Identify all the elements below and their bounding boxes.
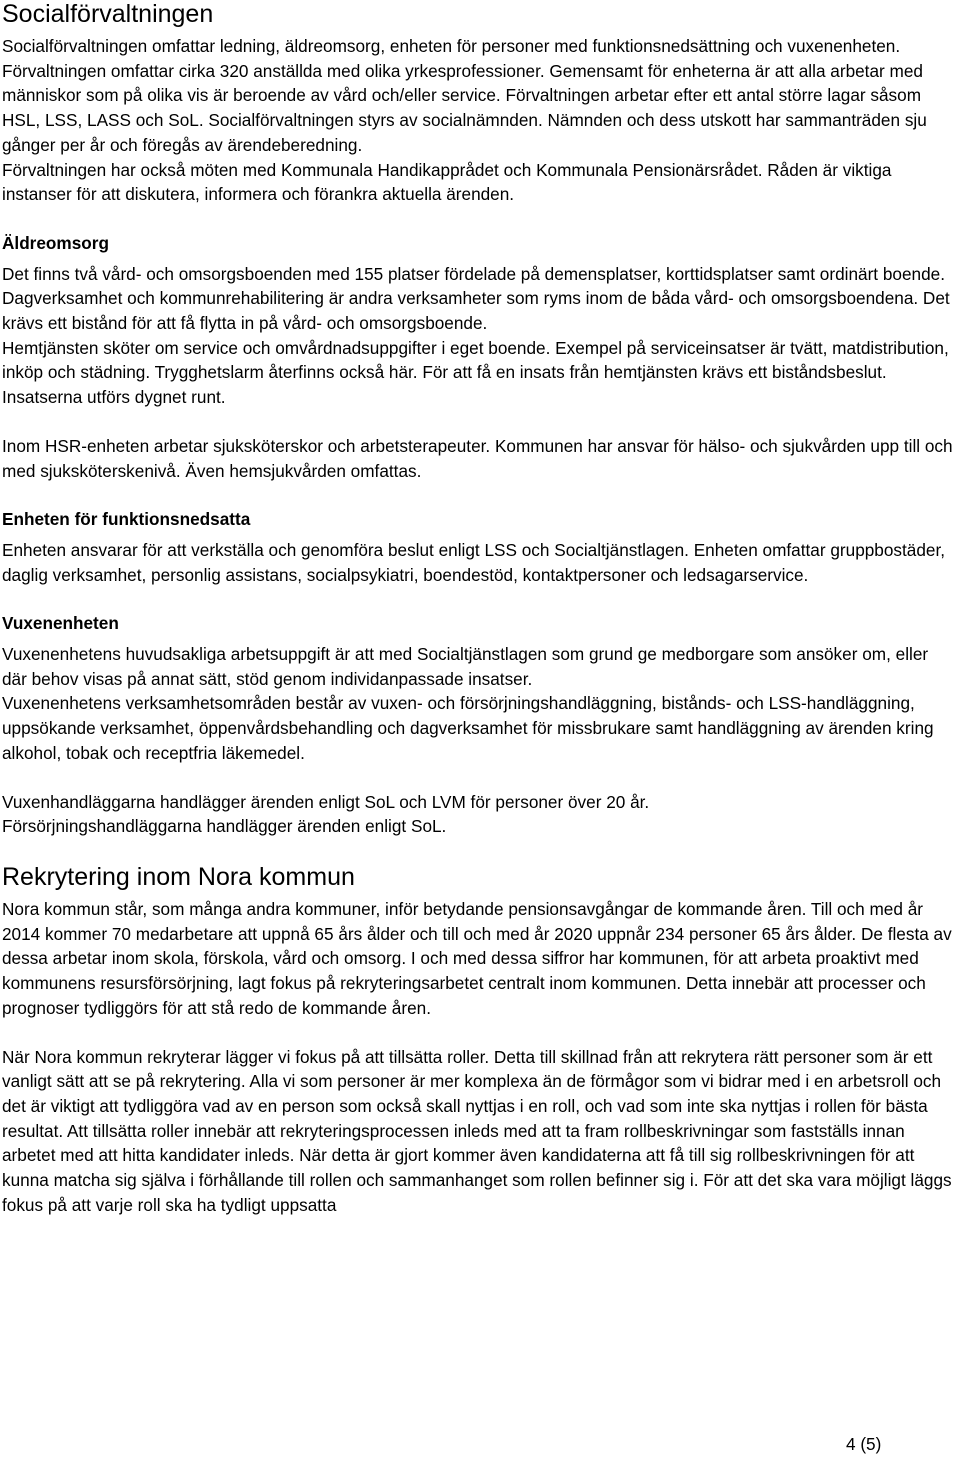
section-title: Rekrytering inom Nora kommun bbox=[2, 862, 355, 891]
section-socialforvaltningen bbox=[2, 0, 956, 207]
paragraph: Enheten ansvarar för att verkställa och genomföra beslut enligt LSS och Socialtjänstlagen. Enheten omfattar gruppbostäder, daglig verksamhet, personlig assistans, socialpsykiatri, boendestöd, kontaktpersoner och ledsagarservice. bbox=[2, 539, 946, 585]
paragraph: Nora kommun står, som många andra kommuner, inför betydande pensionsavgångar de kommande åren. Till och med år 2014 kommer 70 medarbetare att uppnå 65 års ålder och till och med år 2020 uppnår 234 personer 65 års ålder. De flesta av dessa arbetar inom skola, förskola, vård och omsorg. I och med dessa siffror har kommunen, för att arbeta proaktivt med kommunens resursförsörjning, lagt fokus på rekryteringsarbetet centralt inom kommunen. Detta innebär att processer och prognoser tydliggörs för att stå redo de kommande åren. bbox=[2, 898, 952, 1018]
document-page bbox=[2, 0, 956, 1217]
section-title: Socialförvaltningen bbox=[2, 0, 214, 28]
paragraph: Vuxenhandläggarna handlägger ärenden enligt SoL och LVM för personer över 20 år. bbox=[2, 791, 650, 812]
section-aldreomsorg bbox=[2, 231, 956, 483]
subsection-heading: Enheten för funktionsnedsatta bbox=[2, 509, 251, 530]
subsection-heading: Vuxenenheten bbox=[2, 613, 119, 634]
paragraph: Hemtjänsten sköter om service och omvårdnadsuppgifter i eget boende. Exempel på serviceinsatser är tvätt, matdistribution, inköp och städning. Trygghetslarm återfinns också här. För att få en insats från hemtjänsten krävs ett biståndsbeslut. Insatserna utförs dygnet runt. bbox=[2, 337, 949, 408]
section-vuxenenheten bbox=[2, 611, 956, 839]
paragraph: Vuxenenhetens huvudsakliga arbetsuppgift är att med Socialtjänstlagen som grund ge medborgare som ansöker om, eller där behov visas på annat sätt, stöd genom individanpassade insatser. bbox=[2, 644, 929, 689]
paragraph: När Nora kommun rekryterar lägger vi fokus på att tillsätta roller. Detta till skillnad från att rekrytera rätt personer som är ett vanligt sätt att se på rekrytering. Alla vi som personer är mer komplexa än de förmågor som vi bidrar med i en arbetsroll och det är viktigt att tydliggöra vad av en person som också skall nyttjas i en roll, och vad som inte ska nyttjas i rollen för bästa resultat. Att tillsätta roller innebär att rekryteringsprocessen inleds med att ta fram rollbeskrivningar som fastställs innan arbetet med att hitta kandidater inleds. När detta är gjort kommer även kandidaterna att få till sig rollbeskrivningen för att kunna matcha sig själva i förhållande till rollen och sammanhanget som rollen befinner sig i. För att det ska vara möjligt läggs fokus på att varje roll ska ha tydligt uppsatta bbox=[2, 1046, 952, 1215]
subsection-heading: Äldreomsorg bbox=[2, 232, 109, 253]
paragraph: Inom HSR-enheten arbetar sjuksköterskor och arbetsterapeuter. Kommunen har ansvar för hälso- och sjukvården upp till och med sjuksköterskenivå. Även hemsjukvården omfattas. bbox=[2, 435, 953, 481]
paragraph: Socialförvaltningen omfattar ledning, äldreomsorg, enheten för personer med funktionsnedsättning och vuxenenheten. Förvaltningen omfattar cirka 320 anställda med olika yrkesprofessioner. Gemensamt för enheterna är att alla arbetar med människor som på olika vis är beroende av vård och/eller service. Förvaltningen arbetar efter ett antal större lagar såsom HSL, LSS, LASS och SoL. Socialförvaltningen styrs av socialnämnden. Nämnden och dess utskott har sammanträden sju gånger per år och föregås av ärendeberedning. bbox=[2, 36, 927, 155]
paragraph: Förvaltningen har också möten med Kommunala Handikapprådet och Kommunala Pensionärsrådet. Råden är viktiga instanser för att diskutera, informera och förankra aktuella ärenden. bbox=[2, 159, 892, 205]
paragraph: Det finns två vård- och omsorgsboenden med 155 platser fördelade på demensplatser, korttidsplatser samt ordinärt boende. Dagverksamhet och kommunrehabilitering är andra verksamheter som ryms inom de båda vård- och omsorgsboendena. Det krävs ett bistånd för att få flytta in på vård- och omsorgsboende. bbox=[2, 263, 950, 334]
section-rekrytering bbox=[2, 863, 956, 1217]
page-number: 4 (5) bbox=[846, 1434, 882, 1454]
paragraph: Försörjningshandläggarna handlägger ärenden enligt SoL. bbox=[2, 816, 447, 837]
section-funktionsnedsatta bbox=[2, 507, 956, 587]
paragraph: Vuxenenhetens verksamhetsområden består av vuxen- och försörjningshandläggning, bistånds- och LSS-handläggning, uppsökande verksamhet, öppenvårdsbehandling och dagverksamhet för missbrukare samt handläggning av ärenden kring alkohol, tobak och receptfria läkemedel. bbox=[2, 693, 934, 763]
